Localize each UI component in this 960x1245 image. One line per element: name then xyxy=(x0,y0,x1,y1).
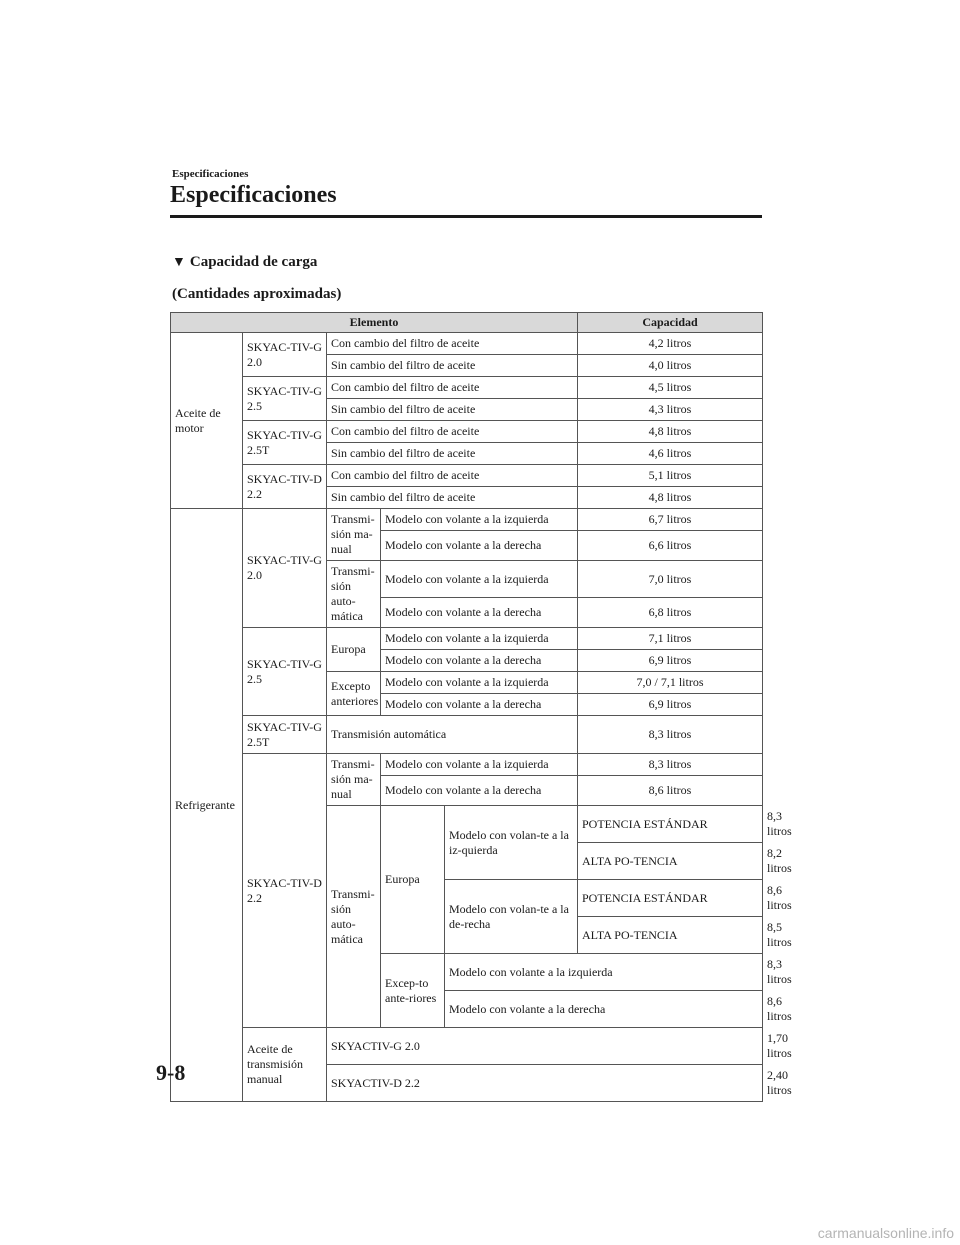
approximate-note: (Cantidades aproximadas) xyxy=(172,286,342,302)
table-row xyxy=(171,421,763,443)
coolant-auto-trans: Transmi-sión auto-mática xyxy=(327,806,381,1028)
table-row: ALTA PO-TENCIA 8,5 litros xyxy=(171,917,763,954)
coolant-lhd: Modelo con volante a la izquierda xyxy=(381,628,578,650)
capacity-value: 6,8 litros xyxy=(578,598,763,628)
capacity-value: 4,0 litros xyxy=(578,355,763,377)
watermark: carmanualsonline.info xyxy=(817,1225,954,1241)
table-row: Modelo con volan-te a la de-recha POTENCIA ESTÁNDAR 8,6 litros xyxy=(171,880,763,917)
table-row xyxy=(171,377,763,399)
table-row xyxy=(171,465,763,487)
capacity-value: 4,5 litros xyxy=(578,377,763,399)
coolant-rhd: Modelo con volante a la derecha xyxy=(381,694,578,716)
coolant-rhd-short: Modelo con volan-te a la de-recha xyxy=(445,880,578,954)
capacity-value: 8,3 litros xyxy=(578,716,763,754)
capacity-value: 5,1 litros xyxy=(578,465,763,487)
table-row: ALTA PO-TENCIA 8,2 litros xyxy=(171,843,763,880)
coolant-except-previous: Excepto anteriores xyxy=(327,672,381,716)
capacity-value: 6,6 litros xyxy=(578,531,763,561)
title-rule xyxy=(170,215,762,218)
manual-trans-oil-g20: SKYACTIV-G 2.0 xyxy=(327,1028,763,1065)
coolant-lhd: Modelo con volante a la izquierda xyxy=(381,561,578,598)
capacity-table xyxy=(170,312,792,1102)
oil-without-filter: Sin cambio del filtro de aceite xyxy=(327,443,578,465)
capacity-value: 6,9 litros xyxy=(578,694,763,716)
oil-engine-g25t: SKYAC-TIV-G 2.5T xyxy=(243,421,327,465)
oil-with-filter: Con cambio del filtro de aceite xyxy=(327,421,578,443)
coolant-rhd: Modelo con volante a la derecha xyxy=(381,650,578,672)
capacity-value: 4,3 litros xyxy=(578,399,763,421)
oil-engine-d22: SKYAC-TIV-D 2.2 xyxy=(243,465,327,509)
coolant-lhd: Modelo con volante a la izquierda xyxy=(381,509,578,531)
table-row xyxy=(171,754,763,776)
coolant-rhd: Modelo con volante a la derecha xyxy=(381,598,578,628)
header-item: Elemento xyxy=(171,313,578,333)
oil-without-filter: Sin cambio del filtro de aceite xyxy=(327,487,578,509)
coolant-lhd: Modelo con volante a la izquierda xyxy=(381,754,578,776)
coolant-lhd: Modelo con volante a la izquierda xyxy=(445,954,763,991)
coolant-auto-trans: Transmi-sión auto-mática xyxy=(327,561,381,628)
table-header-row xyxy=(171,313,763,333)
coolant-engine-g25: SKYAC-TIV-G 2.5 xyxy=(243,628,327,716)
subsection-title: Capacidad de carga xyxy=(189,254,318,270)
coolant-label: Refrigerante xyxy=(171,509,243,1102)
coolant-engine-g20: SKYAC-TIV-G 2.0 xyxy=(243,509,327,628)
section-label: Especificaciones xyxy=(172,168,249,180)
coolant-high-power: ALTA PO-TENCIA xyxy=(578,843,763,880)
coolant-auto-transmission: Transmisión automática xyxy=(327,716,578,754)
subsection-heading xyxy=(172,254,317,271)
capacity-value: 4,8 litros xyxy=(578,487,763,509)
coolant-rhd: Modelo con volante a la derecha xyxy=(381,531,578,561)
oil-without-filter: Sin cambio del filtro de aceite xyxy=(327,355,578,377)
capacity-value: 4,8 litros xyxy=(578,421,763,443)
page-number: 9-8 xyxy=(156,1060,186,1085)
oil-with-filter: Con cambio del filtro de aceite xyxy=(327,333,578,355)
table-row: Excep-to ante-riores Modelo con volante a la izquierda 8,3 litros xyxy=(171,954,763,991)
coolant-rhd: Modelo con volante a la derecha xyxy=(445,991,763,1028)
coolant-standard-power: POTENCIA ESTÁNDAR xyxy=(578,806,763,843)
coolant-manual-trans: Transmi-sión ma-nual xyxy=(327,509,381,561)
oil-engine-g20: SKYAC-TIV-G 2.0 xyxy=(243,333,327,377)
capacity-value: 7,0 litros xyxy=(578,561,763,598)
coolant-standard-power: POTENCIA ESTÁNDAR xyxy=(578,880,763,917)
table-row xyxy=(171,333,763,355)
header-capacity: Capacidad xyxy=(578,313,763,333)
triangle-down-icon: ▼ xyxy=(172,255,186,270)
coolant-high-power: ALTA PO-TENCIA xyxy=(578,917,763,954)
oil-without-filter: Sin cambio del filtro de aceite xyxy=(327,399,578,421)
oil-with-filter: Con cambio del filtro de aceite xyxy=(327,465,578,487)
coolant-except-previous: Excep-to ante-riores xyxy=(381,954,445,1028)
manual-trans-oil-label: Aceite de transmisión manual xyxy=(243,1028,327,1102)
table-row xyxy=(171,628,763,650)
oil-label: Aceite de motor xyxy=(171,333,243,509)
coolant-lhd: Modelo con volante a la izquierda xyxy=(381,672,578,694)
page-title: Especificaciones xyxy=(170,182,337,208)
table-row xyxy=(171,509,763,531)
table-row: Aceite de transmisión manual SKYACTIV-G 2.0 1,70 litros xyxy=(171,1028,763,1065)
capacity-value: 6,7 litros xyxy=(578,509,763,531)
coolant-engine-d22: SKYAC-TIV-D 2.2 xyxy=(243,754,327,1028)
oil-with-filter: Con cambio del filtro de aceite xyxy=(327,377,578,399)
coolant-manual-trans: Transmi-sión ma-nual xyxy=(327,754,381,806)
capacity-value: 6,9 litros xyxy=(578,650,763,672)
coolant-europe: Europa xyxy=(327,628,381,672)
capacity-value: 8,6 litros xyxy=(578,776,763,806)
coolant-europe: Europa xyxy=(381,806,445,954)
oil-engine-g25: SKYAC-TIV-G 2.5 xyxy=(243,377,327,421)
capacity-value: 7,1 litros xyxy=(578,628,763,650)
capacity-value: 8,3 litros xyxy=(578,754,763,776)
coolant-rhd: Modelo con volante a la derecha xyxy=(381,776,578,806)
table-row: Modelo con volante a la derecha 8,6 litros xyxy=(171,991,763,1028)
capacity-value: 4,6 litros xyxy=(578,443,763,465)
coolant-lhd-short: Modelo con volan-te a la iz-quierda xyxy=(445,806,578,880)
coolant-engine-g25t: SKYAC-TIV-G 2.5T xyxy=(243,716,327,754)
table-row: SKYACTIV-D 2.2 2,40 litros xyxy=(171,1065,763,1102)
capacity-value: 7,0 / 7,1 litros xyxy=(578,672,763,694)
table-row: Transmi-sión auto-mática Europa Modelo con volan-te a la iz-quierda POTENCIA ESTÁNDAR 8,3 litros xyxy=(171,806,763,843)
table-row xyxy=(171,716,763,754)
manual-trans-oil-d22: SKYACTIV-D 2.2 xyxy=(327,1065,763,1102)
capacity-value: 4,2 litros xyxy=(578,333,763,355)
